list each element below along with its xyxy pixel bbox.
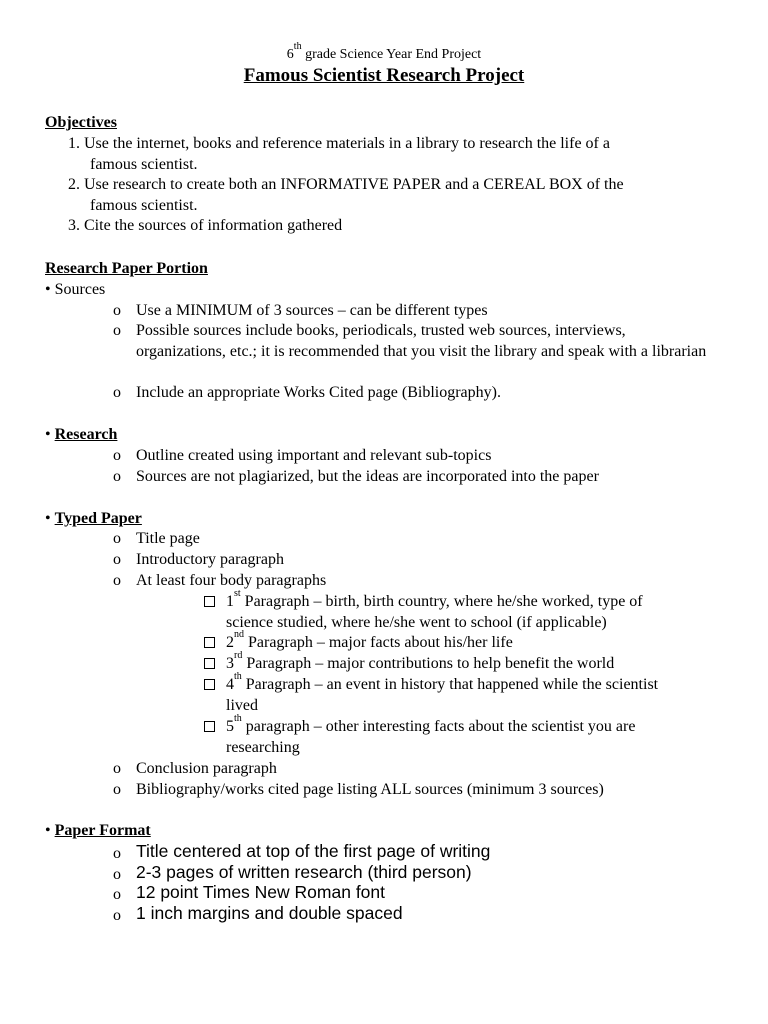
- list-item: 1 inch margins and double spaced: [136, 903, 403, 923]
- research-heading: Research: [54, 426, 118, 443]
- grade-subtitle: 6th grade Science Year End Project: [286, 41, 482, 62]
- paragraph-item-3: 3rd Paragraph – major contributions to help benefit the world: [226, 650, 615, 672]
- sub-bullet: o: [113, 384, 121, 401]
- sub-bullet: o: [113, 866, 121, 883]
- sub-bullet: o: [113, 781, 121, 798]
- sub-bullet: o: [113, 845, 121, 862]
- paragraph-item-2: 2nd Paragraph – major facts about his/her life: [226, 629, 513, 651]
- list-item: Bibliography/works cited page listing ALL sources (minimum 3 sources): [136, 781, 604, 798]
- sub-bullet: o: [113, 907, 121, 924]
- objectives-heading: Objectives: [45, 114, 117, 131]
- paper-format-section: • Paper Format: [45, 822, 151, 839]
- list-item: Sources are not plagiarized, but the ideas are incorporated into the paper: [136, 468, 599, 485]
- bullet-glyph: •: [45, 281, 51, 298]
- page-title: Famous Scientist Research Project: [243, 65, 525, 86]
- sub-bullet: o: [113, 468, 121, 485]
- typed-paper-heading: Typed Paper: [54, 510, 142, 527]
- paragraph-item-1: 1st Paragraph – birth, birth country, where he/she worked, type of science studied, where he/she went to school (if applicable): [226, 588, 643, 631]
- list-item: Title centered at top of the first page of writing: [136, 841, 491, 861]
- objective-item-2: 2. Use research to create both an INFORMATIVE PAPER and a CEREAL BOX of the famous scientist.: [68, 176, 624, 214]
- sub-bullet: o: [113, 530, 121, 547]
- paper-format-heading: Paper Format: [54, 822, 151, 839]
- research-section: • Research: [45, 426, 118, 443]
- checkbox[interactable]: [204, 679, 215, 690]
- paragraph-item-4: 4th Paragraph – an event in history that happened while the scientist lived: [226, 671, 659, 714]
- sub-bullet: o: [113, 551, 121, 568]
- sub-bullet: o: [113, 447, 121, 464]
- checkbox[interactable]: [204, 658, 215, 669]
- checkbox[interactable]: [204, 596, 215, 607]
- typed-paper-section: • Typed Paper: [45, 510, 142, 527]
- paragraph-item-5: 5th paragraph – other interesting facts about the scientist you are researching: [226, 713, 636, 756]
- sub-bullet: o: [113, 760, 121, 777]
- sub-bullet: o: [113, 886, 121, 903]
- list-item: Conclusion paragraph: [136, 760, 277, 777]
- sub-bullet: o: [113, 322, 121, 339]
- checkbox[interactable]: [204, 637, 215, 648]
- list-item: 2-3 pages of written research (third person): [136, 862, 472, 882]
- list-item: Use a MINIMUM of 3 sources – can be different types: [136, 302, 488, 319]
- list-item: Include an appropriate Works Cited page (Bibliography).: [136, 384, 501, 401]
- objective-item-1: 1. Use the internet, books and reference materials in a library to research the life of a famous scientist.: [68, 135, 610, 173]
- sources-bullet-item: • Sources: [45, 281, 106, 298]
- objective-item-3: 3. Cite the sources of information gathered: [68, 217, 343, 234]
- list-item: Outline created using important and relevant sub-topics: [136, 447, 492, 464]
- list-item: Introductory paragraph: [136, 551, 284, 568]
- list-item: Title page: [136, 530, 200, 547]
- checkbox[interactable]: [204, 721, 215, 732]
- list-item: Possible sources include books, periodicals, trusted web sources, interviews, organizations, etc.; it is recommended that you visit the library and speak with a librarian: [136, 322, 707, 360]
- research-paper-heading: Research Paper Portion: [45, 260, 208, 277]
- list-item: At least four body paragraphs: [136, 572, 327, 589]
- sub-bullet: o: [113, 572, 121, 589]
- list-item: 12 point Times New Roman font: [136, 882, 386, 902]
- sub-bullet: o: [113, 302, 121, 319]
